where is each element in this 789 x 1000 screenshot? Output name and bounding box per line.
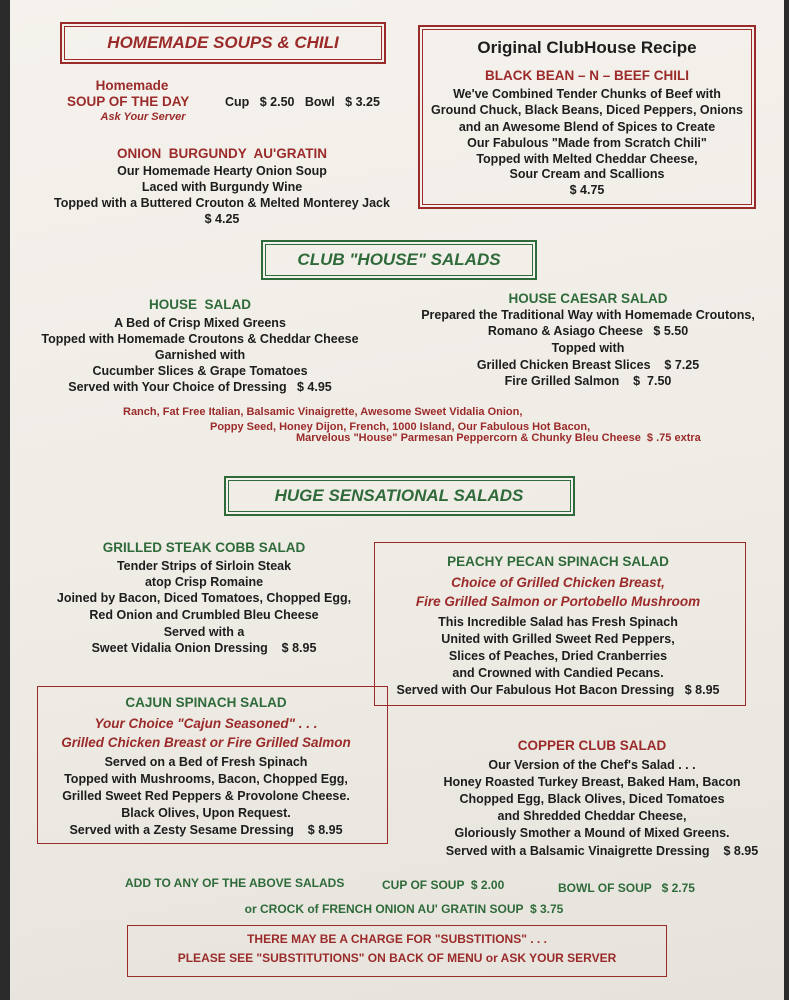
cajun-salad-name: CAJUN SPINACH SALAD — [125, 695, 287, 710]
cajun-desc-3: Grilled Sweet Red Peppers & Provolone Cheese. — [62, 789, 350, 803]
club-title: CLUB "HOUSE" SALADS — [297, 250, 501, 269]
cajun-desc-5: Served with a Zesty Sesame Dressing $ 8.95 — [69, 823, 343, 837]
cobb-desc-2: atop Crisp Romaine — [144, 575, 264, 589]
caesar-desc-1: Prepared the Traditional Way with Homemade Croutons, — [421, 308, 755, 322]
cajun-choice-2: Grilled Chicken Breast or Fire Grilled Salmon — [61, 735, 351, 750]
chili-desc-1: We've Combined Tender Chunks of Beef with — [453, 87, 721, 101]
peachy-desc-1: This Incredible Salad has Fresh Spinach — [438, 615, 678, 629]
caesar-desc-2: Romano & Asiago Cheese $ 5.50 — [487, 324, 689, 338]
sotd-line1: Homemade — [95, 78, 169, 93]
peachy-desc-4: and Crowned with Candied Pecans. — [452, 666, 664, 680]
onion-soup-price: $ 4.25 — [204, 212, 240, 226]
addons-crock: or CROCK of FRENCH ONION AU' GRATIN SOUP $ 3.75 — [244, 902, 564, 916]
house-salad-desc-3: Garnished with — [154, 348, 246, 362]
onion-soup-desc-3: Topped with a Buttered Crouton & Melted Monterey Jack — [54, 196, 390, 210]
sotd-name: SOUP OF THE DAY — [67, 94, 190, 109]
caesar-salad-name: HOUSE CAESAR SALAD — [508, 291, 668, 306]
onion-soup-desc-1: Our Homemade Hearty Onion Soup — [117, 164, 327, 178]
copper-desc-3: Chopped Egg, Black Olives, Diced Tomatoes — [459, 792, 725, 806]
caesar-desc-4: Grilled Chicken Breast Slices $ 7.25 — [476, 358, 700, 372]
chili-heading: Original ClubHouse Recipe — [477, 38, 697, 57]
peachy-choice-1: Choice of Grilled Chicken Breast, — [451, 575, 665, 590]
peachy-desc-3: Slices of Peaches, Dried Cranberries — [448, 649, 668, 663]
menu-page — [10, 0, 784, 1000]
cobb-salad-name: GRILLED STEAK COBB SALAD — [102, 540, 306, 555]
chili-desc-6: Sour Cream and Scallions — [509, 167, 665, 181]
sotd-note: Ask Your Server — [100, 111, 186, 123]
cobb-desc-1: Tender Strips of Sirloin Steak — [116, 559, 292, 573]
cobb-desc-6: Sweet Vidalia Onion Dressing $ 8.95 — [91, 641, 317, 655]
house-salad-desc-2: Topped with Homemade Croutons & Cheddar Cheese — [41, 332, 359, 346]
cobb-desc-4: Red Onion and Crumbled Bleu Cheese — [89, 608, 319, 622]
cajun-desc-1: Served on a Bed of Fresh Spinach — [104, 755, 308, 769]
onion-soup-desc-2: Laced with Burgundy Wine — [141, 180, 303, 194]
dressing-line-1: Ranch, Fat Free Italian, Balsamic Vinaigrette, Awesome Sweet Vidalia Onion, — [123, 406, 523, 418]
copper-desc-4: and Shredded Cheddar Cheese, — [497, 809, 687, 823]
sotd-price: Cup $ 2.50 Bowl $ 3.25 — [225, 95, 380, 109]
notice-line-1: THERE MAY BE A CHARGE FOR "SUBSTITIONS" . . . — [247, 932, 547, 946]
house-salad-desc-5: Served with Your Choice of Dressing $ 4.95 — [68, 380, 332, 394]
house-salad-desc-1: A Bed of Crisp Mixed Greens — [114, 316, 286, 330]
chili-price: $ 4.75 — [569, 183, 605, 197]
addons-bowl: BOWL OF SOUP $ 2.75 — [558, 881, 695, 895]
huge-title: HUGE SENSATIONAL SALADS — [274, 486, 524, 505]
chili-desc-2: Ground Chuck, Black Beans, Diced Peppers, Onions — [431, 103, 743, 117]
caesar-desc-5: Fire Grilled Salmon $ 7.50 — [504, 374, 672, 388]
peachy-choice-2: Fire Grilled Salmon or Portobello Mushroom — [415, 594, 701, 609]
onion-soup-name: ONION BURGUNDY AU'GRATIN — [117, 146, 327, 161]
dressing-line-2: Poppy Seed, Honey Dijon, French, 1000 Island, Our Fabulous Hot Bacon, — [210, 421, 591, 433]
caesar-desc-3: Topped with — [551, 341, 625, 355]
chili-desc-5: Topped with Melted Cheddar Cheese, — [476, 152, 698, 166]
chili-desc-4: Our Fabulous "Made from Scratch Chili" — [467, 136, 707, 150]
house-salad-name: HOUSE SALAD — [148, 297, 252, 312]
soups-title: HOMEMADE SOUPS & CHILI — [107, 33, 339, 52]
copper-salad-name: COPPER CLUB SALAD — [517, 738, 667, 753]
copper-desc-6: Served with a Balsamic Vinaigrette Dressing $ 8.95 — [445, 844, 759, 858]
peachy-salad-name: PEACHY PECAN SPINACH SALAD — [447, 554, 669, 569]
notice-line-2: PLEASE SEE "SUBSTITUTIONS" ON BACK OF MENU or ASK YOUR SERVER — [177, 951, 617, 965]
cajun-desc-2: Topped with Mushrooms, Bacon, Chopped Egg, — [64, 772, 348, 786]
copper-desc-5: Gloriously Smother a Mound of Mixed Greens. — [454, 826, 730, 840]
peachy-desc-2: United with Grilled Sweet Red Peppers, — [441, 632, 675, 646]
chili-desc-3: and an Awesome Blend of Spices to Create — [458, 120, 716, 134]
peachy-desc-5: Served with Our Fabulous Hot Bacon Dressing $ 8.95 — [396, 683, 720, 697]
cajun-desc-4: Black Olives, Upon Request. — [121, 806, 291, 820]
dressing-line-3: Marvelous "House" Parmesan Peppercorn & Chunky Bleu Cheese $ .75 extra — [296, 432, 701, 444]
copper-desc-1: Our Version of the Chef's Salad . . . — [488, 758, 696, 772]
addons-cup: CUP OF SOUP $ 2.00 — [382, 878, 505, 892]
copper-desc-2: Honey Roasted Turkey Breast, Baked Ham, Bacon — [443, 775, 741, 789]
house-salad-desc-4: Cucumber Slices & Grape Tomatoes — [92, 364, 308, 378]
cajun-choice-1: Your Choice "Cajun Seasoned" . . . — [94, 716, 318, 731]
cobb-desc-3: Joined by Bacon, Diced Tomatoes, Chopped Egg, — [56, 591, 352, 605]
addons-label: ADD TO ANY OF THE ABOVE SALADS — [125, 876, 345, 890]
chili-name: BLACK BEAN – N – BEEF CHILI — [484, 68, 690, 83]
cobb-desc-5: Served with a — [163, 625, 245, 639]
